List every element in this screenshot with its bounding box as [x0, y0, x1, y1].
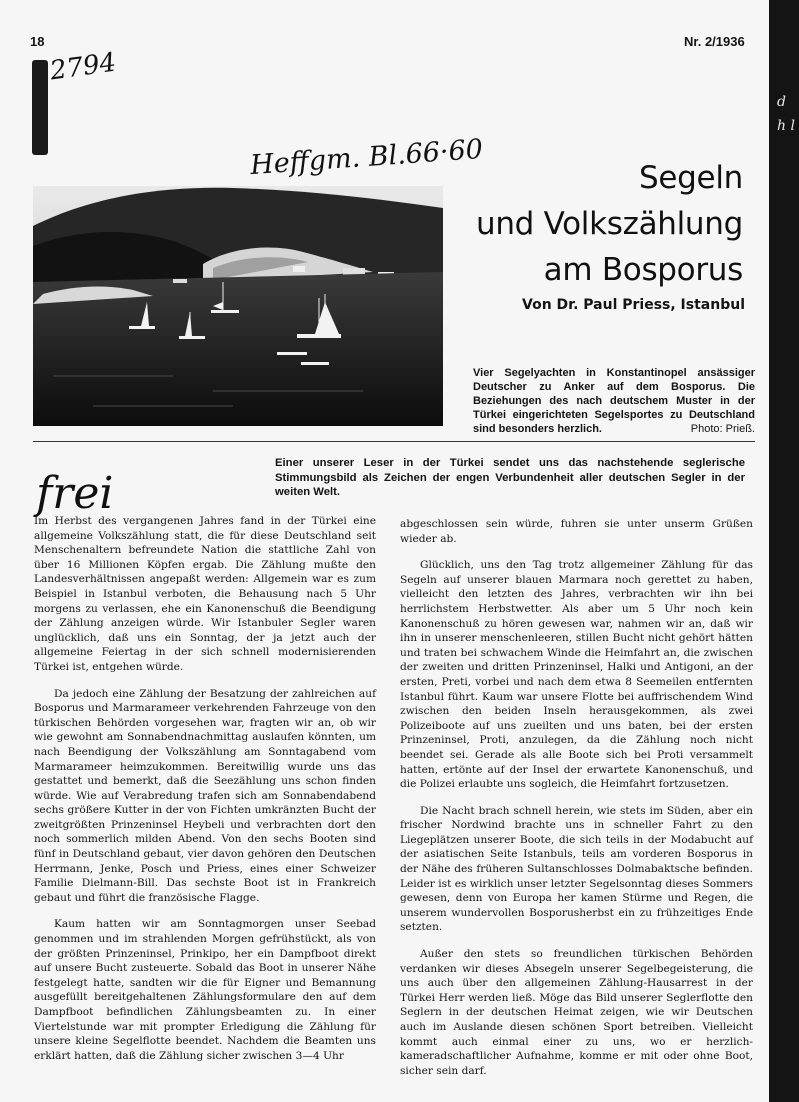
photo-credit: Photo: Prieß. — [690, 423, 755, 435]
title-line-2: und Volkszählung — [475, 206, 743, 242]
text-column-left — [34, 514, 376, 1075]
page-number: 18 — [30, 34, 45, 49]
title-line-3: am Bosporus — [543, 252, 743, 288]
photo-caption — [473, 366, 755, 436]
paragraph: Glücklich, uns den Tag trotz allgemeiner Zählung für das Segeln auf unserer blauen Marmara noch gerettet zu haben, vielleicht den letzten des Jahres, verbrachten wir ihn bei herrlichstem Herbstwetter. Als aber um 5 Uhr noch kein Kanonenschuß zu hören gewesen war, nahmen wir an, daß wir ihn in unserer menschenleeren, stillen Bucht nicht gehört hätten und traten bei schwachem Winde die Heimfahrt an, die zwischen der zweiten und dritten Prinzeninsel, Halki und Antigoni, an der ersten, Preti, vorbei und nach dem etwa 8 Seemeilen entfernten Istanbul führt. Kaum war unsere Flotte bei auffrischendem Wind zwischen den beiden Inseln herausgekommen, als zwei Polizeiboote auf uns zueilten und uns baten, bei der ersten Prinzeninsel, Proti, anzulegen, da die Zählung noch nicht beendet sei. Gerade als alle Boote sich bei Proti versammelt hatten, ertönte auf der Insel der erwartete Kanonenschuß, und die Polizei erlaubte uns sogleich, die Heimfahrt fortzusetzen. — [400, 559, 753, 791]
paragraph: Die Nacht brach schnell herein, wie stets im Süden, aber ein frischer Nordwind brachte uns in schneller Fahrt zu den Liegeplätzen unserer Boote, die sich teils in der Modabucht auf der asiatischen Seite Istanbuls, teils am vorderen Bosporus in der Nähe des früheren Sultanschlosses Dolmabaktsche befinden. Leider ist es wirklich unser letzter Segelsonntag dieses Sommers gewesen, denn von Europa her kamen Stürme und Regen, die unserem wundervollen Bosporusherbst ein zu frühzeitiges Ende setzten. — [400, 804, 753, 934]
paragraph: Kaum hatten wir am Sonntagmorgen unser Seebad genommen und im strahlenden Morgen gefrühstückt, als von der größten Prinzeninsel, Prinkipo, her ein Dampfboot direkt auf unsere Bucht zusteuerte. Sobald das Boot in unserer Nähe festgelegt hatte, sandten wir die für Eigner und Bemannung ausgefüllt bereitgehaltenen Zählungsformulare den auf dem Dampfboot befindlichen Zählungsbeamten zu. In einer Viertelstunde war mit prompter Erledigung die Zählung für unsere kleine Segelflotte beendet. Nachdem die Beamten uns erklärt hatten, daß die Zählung sicher zwischen 3—4 Uhr — [34, 918, 376, 1062]
handwritten-signature: frei — [36, 468, 114, 519]
paragraph: Da jedoch eine Zählung der Besatzung der zahlreichen auf Bosporus und Marmarameer verkehrenden Fahrzeuge von den türkischen Behörden vorgesehen war, fragten wir an, ob wir wie gewohnt am Sonnabendnachmittag auslaufen könnten, um nach Beendigung der Volkszählung am Sonntagabend vom Marmarameer heimzukommen. Bereitwillig wurde uns das gestattet und bemerkt, daß die Seezählung uns schon finden würde. Wie auf Verabredung trafen sich am Sonnabendabend sechs größere Kutter in der von Fichten umkränzten Bucht der zweitgrößten Prinzeninsel Heybeli und verbrachten dort den noch sommerlich milden Abend. Von den sechs Booten sind fünf in Deutschland gebaut, vier davon gehören den Deutschen Herrmann, Jenke, Posch und Priess, eines einer Schweizer Familie Dielmann-Bill. Das sechste Boot ist in Frankreich gebaut und führt die französische Flagge. — [34, 687, 376, 904]
sailing-yachts-image — [33, 186, 443, 426]
paragraph: abgeschlossen sein würde, fuhren sie unter unserm Grüßen wieder ab. — [400, 518, 753, 545]
binding-edge — [769, 0, 799, 1102]
margin-scribble: d h l — [777, 94, 795, 134]
divider-line — [33, 441, 755, 442]
caption-text: Vier Segelyachten in Konstantinopel ansässiger Deutscher zu Anker auf dem Bosporus. Die Beziehungen des nach deutschem Muster in der Türkei eingerichteten Segelsportes zu Deutschland sind besonders herzlich. — [473, 367, 755, 435]
article-intro: Einer unserer Leser in der Türkei sendet uns das nachstehende seglerische Stimmungsbild als Zeichen der engen Verbundenheit aller deutschen Segler in der weiten Welt. — [275, 457, 745, 498]
issue-number: Nr. 2/1936 — [684, 34, 745, 49]
ink-stain — [32, 60, 48, 155]
article-author: Von Dr. Paul Priess, Istanbul — [522, 297, 745, 313]
bosporus-photo — [33, 186, 443, 426]
article-title — [476, 155, 743, 293]
handwritten-archive-number: 2794 — [48, 47, 118, 87]
text-column-right — [400, 517, 753, 1090]
paragraph: Im Herbst des vergangenen Jahres fand in der Türkei eine allgemeine Volkszählung statt, die für diese Deutschland seit Menschenaltern befreundete Nation die stattliche Zahl von über 16 Millionen Köpfen ergab. Die Zählung mußte den Landesverhältnissen angepaßt werden: Allgemein war es zum Beispiel in Istanbul verboten, die Behausung nach 5 Uhr morgens zu verlassen, ehe ein Kanonenschuß die Beendigung der Zählung anzeigen würde. Wir Istanbuler Segler waren unglücklich, daß uns ein Sonntag, der ja jetzt auch der allgemeine Feiertag in der sich schnell modernisierenden Türkei ist, entgehen würde. — [34, 515, 376, 673]
paragraph: Außer den stets so freundlichen türkischen Behörden verdanken wir dieses Absegeln unserer Segelbegeisterung, die uns auch über den allgemeinen Zählung-Hausarrest in der Türkei Herr werden ließ. Möge das Bild unserer Seglerflotte den Seglern in der deutschen Heimat zeigen, wie wir Deutschen auch im Auslande diesen schönen Sport betreiben. Vielleicht kommt auch einmal einer zu uns, wo er herzlich-kameradschaftlicher Aufnahme, komme er mit oder ohne Boot, sicher sein darf. — [400, 948, 753, 1077]
handwritten-annotation: Heffgm. Bl.66·60 — [249, 133, 484, 182]
title-line-1: Segeln — [639, 160, 743, 196]
